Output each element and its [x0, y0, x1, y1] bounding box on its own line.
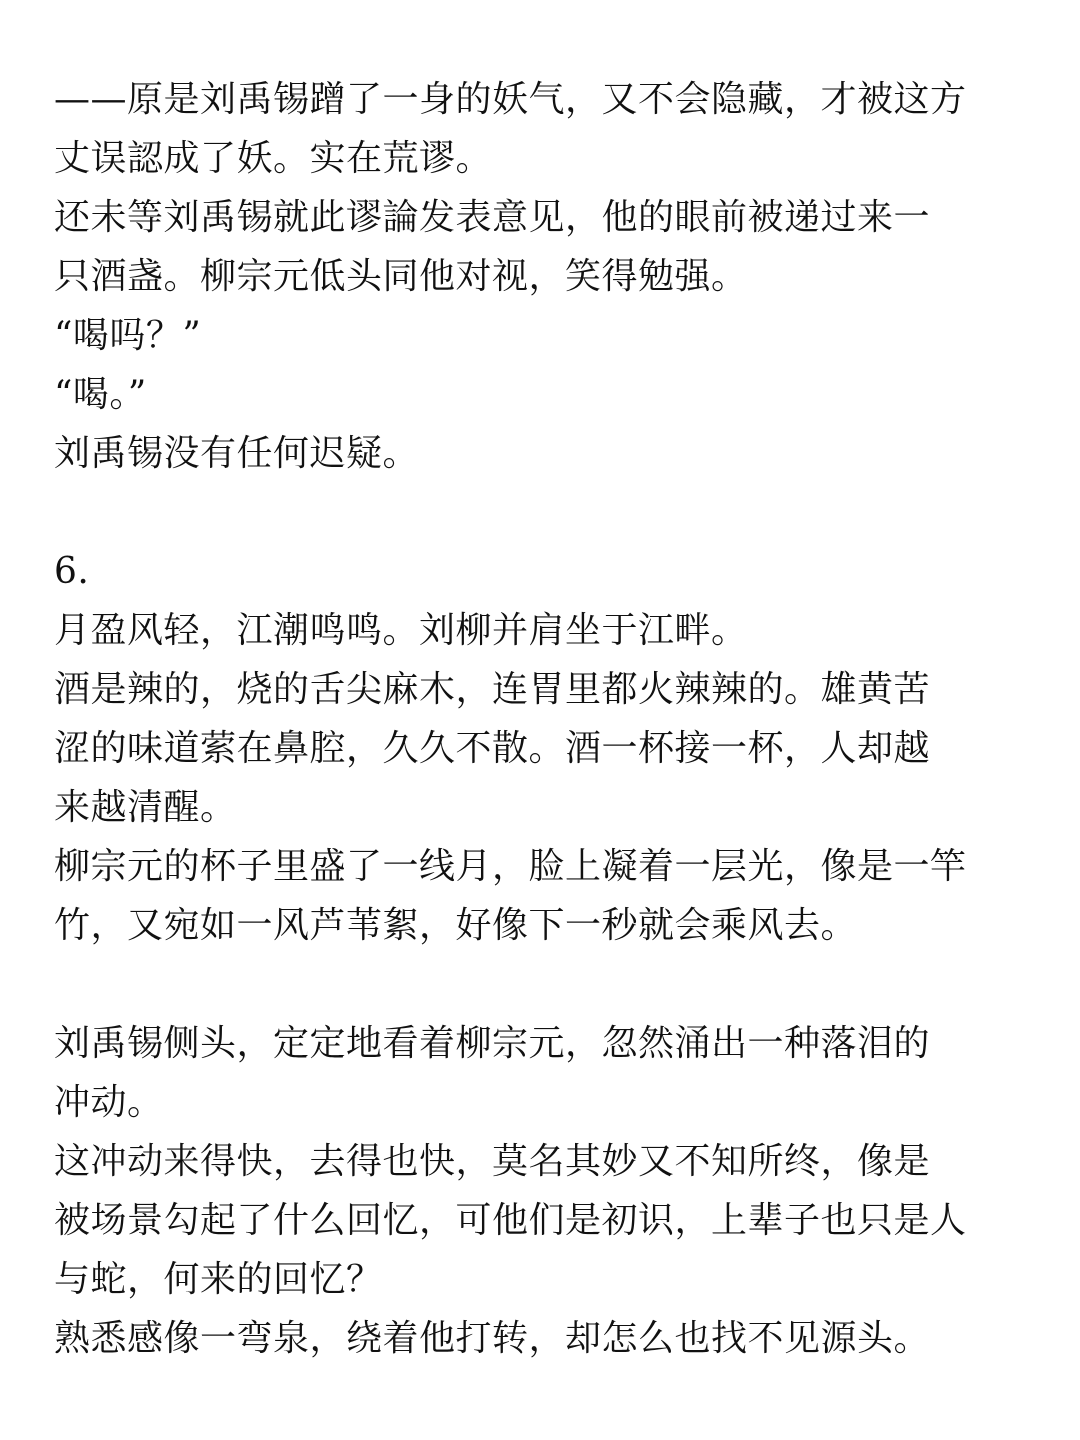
- text-line: 刘禹锡没有任何迟疑。: [54, 433, 420, 474]
- text-line: ——原是刘禹锡蹭了一身的妖气，又不会隐藏，才被这方: [54, 79, 967, 120]
- text-line: 熟悉感像一弯泉，绕着他打转，却怎么也找不见源头。: [54, 1318, 931, 1359]
- text-line: 丈误認成了妖。实在荒谬。: [54, 138, 493, 179]
- text-line: 被场景勾起了什么回忆，可他们是初识，上辈子也只是人: [54, 1200, 967, 1241]
- text-line: 与蛇，何来的回忆？: [54, 1259, 383, 1300]
- text-line: 还未等刘禹锡就此谬論发表意见，他的眼前被递过来一: [54, 197, 931, 238]
- text-line: 这冲动来得快，去得也快，莫名其妙又不知所终，像是: [54, 1141, 931, 1182]
- text-line: 只酒盏。柳宗元低头同他对视，笑得勉强。: [54, 256, 748, 297]
- text-line: 冲动。: [54, 1082, 164, 1123]
- paragraph-gap: [54, 955, 1044, 1014]
- paragraph-gap: [54, 483, 1044, 542]
- text-line: 竹，又宛如一风芦苇絮，好像下一秒就会乘风去。: [54, 905, 858, 946]
- text-line: 月盈风轻，江潮鸣鸣。刘柳并肩坐于江畔。: [54, 610, 748, 651]
- section-number: 6.: [54, 551, 90, 592]
- text-line: 涩的味道萦在鼻腔，久久不散。酒一杯接一杯，人却越: [54, 728, 931, 769]
- dialogue-line: “喝吗？”: [54, 315, 202, 356]
- story-text: [54, 70, 1044, 1368]
- text-line: 酒是辣的，烧的舌尖麻木，连胃里都火辣辣的。雄黄苦: [54, 669, 931, 710]
- text-line: 刘禹锡侧头，定定地看着柳宗元，忽然涌出一种落泪的: [54, 1023, 931, 1064]
- dialogue-line: “喝。”: [54, 374, 147, 415]
- text-line: 柳宗元的杯子里盛了一线月，脸上凝着一层光，像是一竿: [54, 846, 967, 887]
- text-line: 来越清醒。: [54, 787, 237, 828]
